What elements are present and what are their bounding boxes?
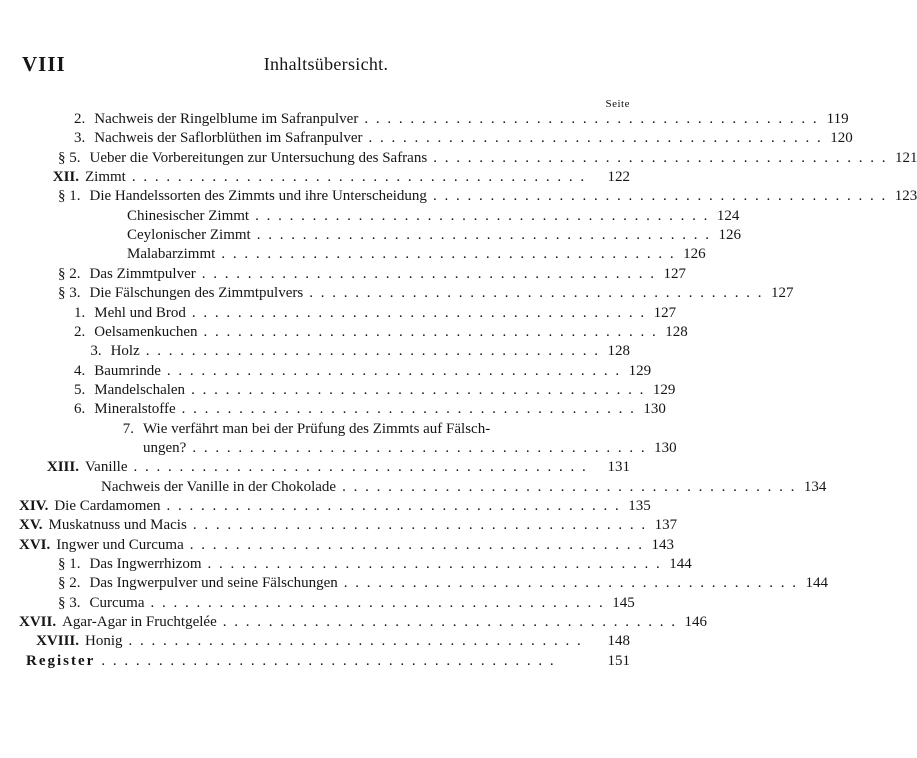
toc-entry: [58, 574, 829, 594]
toc-entry: [58, 555, 692, 575]
dot-leader: . . . . . . . . . . . . . . . . . . . . . . . . . . . . . . . . . . . . . . . .: [145, 343, 598, 360]
toc-entry-title: Die Cardamomen: [54, 498, 161, 514]
page-title: Inhaltsübersicht.: [263, 54, 389, 74]
toc-entry: [58, 149, 917, 169]
toc-entry-page: 151: [607, 652, 630, 669]
dot-leader: . . . . . . . . . . . . . . . . . . . . . . . . . . . . . . . . . . . . . . . .: [342, 478, 795, 495]
toc-entry-number: 7.: [122, 420, 134, 437]
toc-entry: [74, 323, 688, 343]
toc-entry-page: 145: [612, 594, 635, 611]
toc-entry-page: 143: [651, 536, 674, 553]
toc-entry-title: Chinesischer Zimmt: [127, 207, 250, 224]
toc-entry: [74, 362, 652, 382]
toc-entry-title: Agar-Agar in Fruchtgelée: [62, 614, 217, 631]
toc-entry: [58, 187, 917, 207]
toc-entry-title: ungen?: [143, 439, 187, 456]
toc-entry-title: Ingwer und Curcuma: [56, 536, 184, 553]
toc-entry: [58, 284, 794, 304]
toc-entry-number: § 1.: [58, 188, 81, 205]
toc-entry: [19, 497, 651, 517]
toc-entry-title: Curcuma: [89, 594, 145, 611]
toc-entry-page: 134: [803, 478, 827, 495]
toc-entry-title: Holz: [110, 343, 140, 360]
dot-leader: . . . . . . . . . . . . . . . . . . . . . . . . . . . . . . . . . . . . . . . .: [364, 111, 817, 127]
toc-entry-number: XVIII.: [36, 633, 79, 650]
toc-entry-page: 123: [894, 188, 917, 205]
toc-entry-title: Mehl und Brod: [94, 304, 186, 321]
dot-leader: . . . . . . . . . . . . . . . . . . . . . . . . . . . . . . . . . . . . . . . .: [309, 285, 762, 302]
toc-entry: [19, 613, 707, 633]
dot-leader: . . . . . . . . . . . . . . . . . . . . . . . . . . . . . . . . . . . . . . . .: [150, 594, 603, 611]
toc-entry-number: 1.: [74, 304, 86, 321]
dot-leader: . . . . . . . . . . . . . . . . . . . . . . . . . . . . . . . . . . . . . . . .: [207, 556, 660, 573]
dot-leader: . . . . . . . . . . . . . . . . . . . . . . . . . . . . . . . . . . . . . . . .: [191, 381, 644, 398]
toc-entry-page: 119: [826, 111, 849, 127]
toc-entry-page: 135: [628, 498, 651, 514]
toc-entry: [127, 226, 741, 246]
toc-entry-page: 127: [653, 304, 677, 321]
dot-leader: . . . . . . . . . . . . . . . . . . . . . . . . . . . . . . . . . . . . . . . .: [201, 265, 654, 282]
toc-entry: [74, 400, 666, 420]
toc-entry-number: § 1.: [58, 556, 81, 573]
toc-entry-page: 130: [643, 401, 666, 418]
toc-entry-page: 122: [607, 169, 630, 186]
toc-entry-page: 130: [654, 439, 677, 456]
toc-entry-title: Zimmt: [85, 169, 126, 186]
toc-entry-title: Das Zimmtpulver: [89, 265, 196, 282]
dot-leader: . . . . . . . . . . . . . . . . . . . . . . . . . . . . . . . . . . . . . . . .: [166, 362, 620, 379]
dot-leader: . . . . . . . . . . . . . . . . . . . . . . . . . . . . . . . . . . . . . . . .: [255, 207, 708, 224]
toc-entry-title: Die Fälschungen des Zimmtpulvers: [89, 285, 304, 302]
dot-leader: . . . . . . . . . . . . . . . . . . . . . . . . . . . . . . . . . . . . . . . .: [192, 517, 646, 534]
toc-entry-number: 2.: [74, 111, 86, 127]
toc-entry-title: Das Ingwerpulver und seine Fälschungen: [89, 575, 338, 592]
dot-leader: . . . . . . . . . . . . . . . . . . . . . . . . . . . . . . . . . . . . . . . .: [128, 633, 581, 650]
toc-entry-number: § 5.: [58, 149, 81, 166]
toc-entry-title: Mineralstoffe: [94, 401, 176, 418]
toc-entry-number: 3.: [74, 130, 86, 147]
page-column-label: Seite: [605, 98, 630, 110]
toc-entry-page: 121: [894, 149, 917, 166]
toc-entry-page: 120: [830, 130, 853, 147]
toc-entry-title: Honig: [85, 633, 123, 650]
toc-entry-page: 126: [683, 246, 706, 263]
toc-entry-title: Nachweis der Vanille in der Chokolade: [101, 478, 337, 495]
toc-entry-page: 124: [716, 207, 740, 224]
toc-entry-page: 129: [628, 362, 652, 379]
dot-leader: . . . . . . . . . . . . . . . . . . . . . . . . . . . . . . . . . . . . . . . .: [101, 652, 554, 669]
toc-entry: [74, 381, 676, 401]
toc-entry-page: 128: [607, 343, 630, 360]
toc-entry-number: 5.: [74, 381, 86, 398]
toc-entry: [74, 304, 677, 324]
toc-entry-title: Wie verfährt man bei der Prüfung des Zimmts auf Fälsch-: [143, 420, 491, 437]
dot-leader: . . . . . . . . . . . . . . . . . . . . . . . . . . . . . . . . . . . . . . . .: [203, 323, 656, 340]
toc-entry-number: XIII.: [46, 459, 79, 476]
dot-leader: . . . . . . . . . . . . . . . . . . . . . . . . . . . . . . . . . . . . . . . .: [343, 575, 797, 592]
toc-entry-title: Malabarzimmt: [127, 246, 216, 263]
toc-entry-number: XV.: [19, 517, 43, 534]
toc-entry: [19, 458, 630, 478]
dot-leader: . . . . . . . . . . . . . . . . . . . . . . . . . . . . . . . . . . . . . . . .: [192, 439, 645, 456]
toc-entry: [127, 207, 740, 227]
toc-entry-title: Ceylonischer Zimmt: [127, 227, 251, 244]
toc-entry: [74, 420, 630, 440]
toc-entry-page: 144: [805, 575, 829, 592]
toc-entry-page: 128: [665, 323, 688, 340]
toc-entry-number: 4.: [74, 362, 86, 379]
toc-entry-title: Ueber die Vorbereitungen zur Untersuchung des Safrans: [89, 149, 428, 166]
toc-entry: [26, 652, 630, 672]
toc-entry-title: Oelsamenkuchen: [94, 323, 198, 340]
toc-entry-number: 2.: [74, 323, 86, 340]
toc-entry-page: 137: [654, 517, 678, 534]
toc-entry-number: 3.: [90, 343, 102, 360]
toc-entry-page: 129: [652, 381, 676, 398]
toc-entry-title: Baumrinde: [94, 362, 161, 379]
toc-entry: [19, 168, 630, 188]
toc-entry-title: Mandelschalen: [94, 381, 186, 398]
dot-leader: . . . . . . . . . . . . . . . . . . . . . . . . . . . . . . . . . . . . . . . .: [131, 169, 585, 186]
dot-leader: . . . . . . . . . . . . . . . . . . . . . . . . . . . . . . . . . . . . . . . .: [133, 459, 586, 476]
toc-entry: [74, 129, 853, 149]
toc-entry: [58, 265, 686, 285]
toc-entry: [74, 342, 630, 362]
toc-entry: [58, 594, 635, 614]
toc-entry-number: § 3.: [58, 594, 81, 611]
toc-entry: [143, 439, 677, 459]
toc-entry-page: 131: [607, 459, 630, 476]
dot-leader: . . . . . . . . . . . . . . . . . . . . . . . . . . . . . . . . . . . . . . . .: [256, 227, 709, 244]
toc-entry-number: XIV.: [19, 498, 49, 514]
dot-leader: . . . . . . . . . . . . . . . . . . . . . . . . . . . . . . . . . . . . . . . .: [433, 149, 886, 166]
toc-entry-title: Muskatnuss und Macis: [48, 517, 187, 534]
toc-entry-number: 6.: [74, 401, 86, 418]
toc-entry: [101, 478, 827, 498]
toc-entry-page: 127: [663, 265, 686, 282]
toc-entry-page: 148: [607, 633, 630, 650]
toc-entry: [19, 536, 674, 556]
dot-leader: . . . . . . . . . . . . . . . . . . . . . . . . . . . . . . . . . . . . . . . .: [181, 401, 634, 418]
toc-entry: [19, 632, 630, 652]
toc-entry-title: Die Handelssorten des Zimmts und ihre Unterscheidung: [89, 188, 427, 205]
dot-leader: . . . . . . . . . . . . . . . . . . . . . . . . . . . . . . . . . . . . . . . .: [166, 498, 619, 514]
dot-leader: . . . . . . . . . . . . . . . . . . . . . . . . . . . . . . . . . . . . . . . .: [221, 246, 674, 263]
toc-entry-number: XVI.: [19, 536, 51, 553]
toc-entry: [127, 245, 706, 265]
toc-entry-title: Register: [26, 652, 96, 669]
toc-entry-page: 146: [684, 614, 707, 631]
toc-entry-number: § 3.: [58, 285, 81, 302]
toc-entry-title: Nachweis der Saflorblüthen im Safranpulver: [94, 130, 363, 147]
toc-entry-number: § 2.: [58, 265, 81, 282]
toc-entry: [19, 516, 678, 536]
toc-entry-title: Nachweis der Ringelblume im Safranpulver: [94, 111, 359, 127]
dot-leader: . . . . . . . . . . . . . . . . . . . . . . . . . . . . . . . . . . . . . . . .: [191, 304, 645, 321]
toc-entry-number: XVII.: [19, 614, 57, 631]
toc-entry-title: Vanille: [85, 459, 128, 476]
toc-entry-number: XII.: [52, 169, 79, 186]
toc-entry-number: § 2.: [58, 575, 81, 592]
dot-leader: . . . . . . . . . . . . . . . . . . . . . . . . . . . . . . . . . . . . . . . .: [222, 614, 675, 631]
dot-leader: . . . . . . . . . . . . . . . . . . . . . . . . . . . . . . . . . . . . . . . .: [368, 130, 821, 147]
toc-entry-page: 127: [770, 285, 794, 302]
toc-entry-page: 126: [718, 227, 741, 244]
dot-leader: . . . . . . . . . . . . . . . . . . . . . . . . . . . . . . . . . . . . . . . .: [432, 188, 886, 205]
toc-entry: [74, 110, 849, 130]
toc-entry-title: Das Ingwerrhizom: [89, 556, 202, 573]
toc-entry-page: 144: [669, 556, 692, 573]
page-number-roman: VIII: [22, 52, 66, 76]
dot-leader: . . . . . . . . . . . . . . . . . . . . . . . . . . . . . . . . . . . . . . . .: [189, 536, 642, 553]
